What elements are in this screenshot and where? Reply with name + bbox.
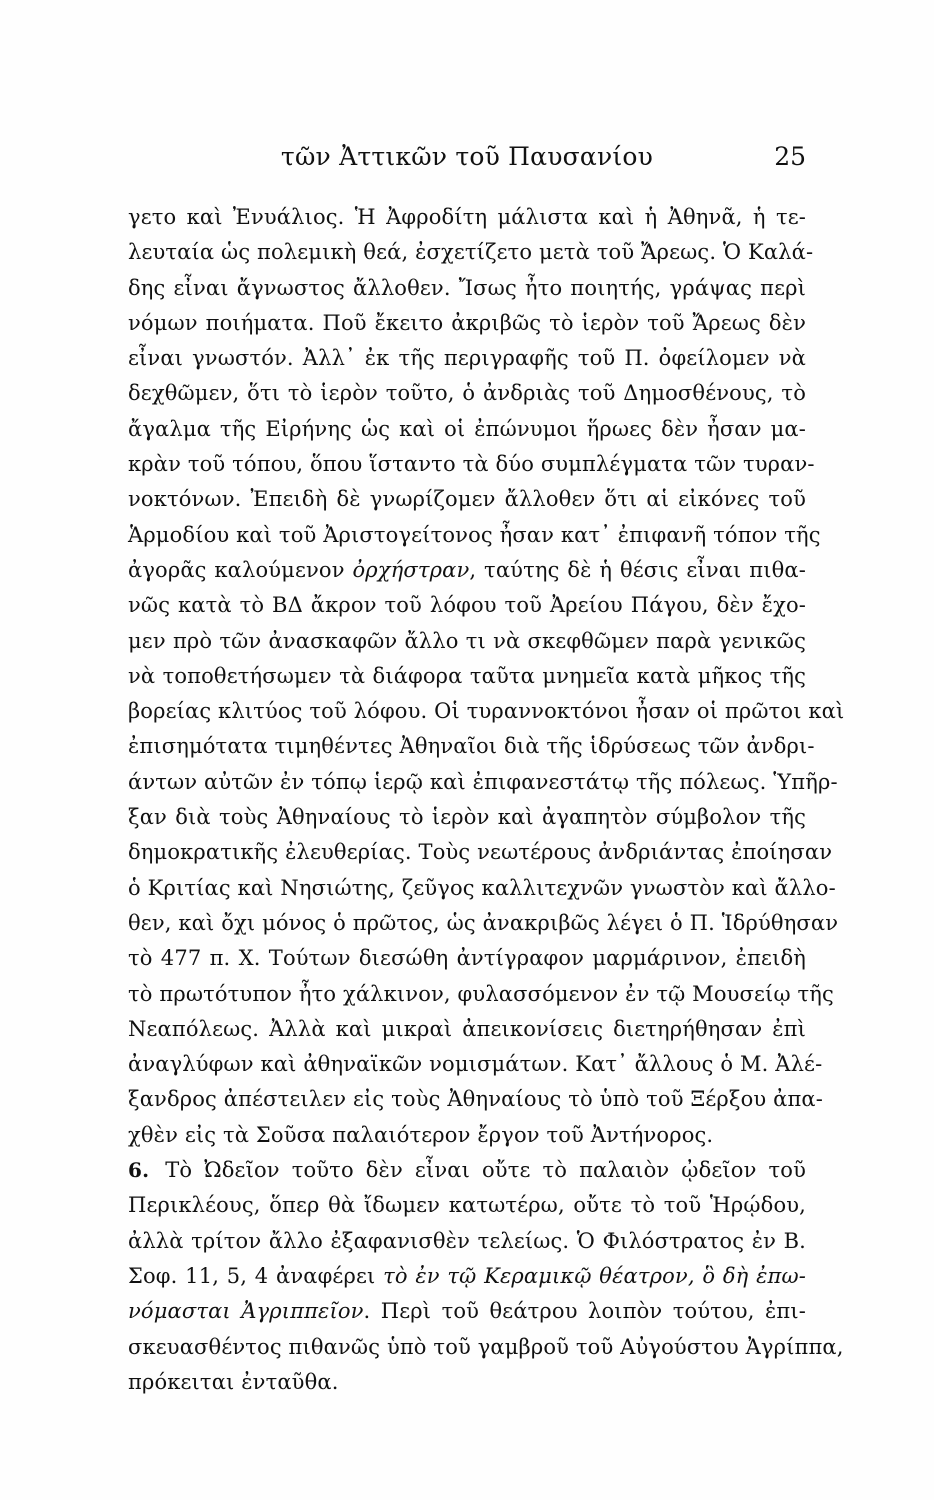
text-line: ἐπισημότατα τιμηθέντες Ἀθηναῖοι διὰ τῆς ἱδρύσεως τῶν ἀνδρι- bbox=[128, 734, 815, 759]
text-line: ἀναγλύφων καὶ ἀθηναϊκῶν νομισμάτων. Κατ᾽ ἄλλους ὁ Μ. Ἀλέ- bbox=[128, 1052, 823, 1077]
text-line: χθὲν εἰς τὰ Σοῦσα παλαιότερον ἔργον τοῦ Ἀντήνορος. bbox=[128, 1122, 714, 1147]
text-line: πρόκειται ἐνταῦθα. bbox=[128, 1369, 339, 1394]
text-line: μεν πρὸ τῶν ἀνασκαφῶν ἄλλο τι νὰ σκεφθῶμεν παρὰ γενικῶς bbox=[128, 628, 806, 653]
text-line: δης εἶναι ἄγνωστος ἄλλοθεν. Ἴσως ἦτο ποιητής, γράψας περὶ bbox=[128, 275, 806, 300]
text-line: νοκτόνων. Ἐπειδὴ δὲ γνωρίζομεν ἄλλοθεν ὅτι αἱ εἰκόνες τοῦ bbox=[128, 487, 806, 512]
text-line: ὁ Κριτίας καὶ Νησιώτης, ζεῦγος καλλιτεχνῶν γνωστὸν καὶ ἄλλο- bbox=[128, 875, 836, 900]
text-line: ξαν διὰ τοὺς Ἀθηναίους τὸ ἱερὸν καὶ ἀγαπητὸν σύμβολον τῆς bbox=[128, 805, 806, 830]
text-segment: . Περὶ τοῦ θεάτρου λοιπὸν τούτου, ἐπι- bbox=[363, 1299, 806, 1324]
text-line: Νεαπόλεως. Ἀλλὰ καὶ μικραὶ ἀπεικονίσεις διετηρήθησαν ἐπὶ bbox=[128, 1016, 806, 1041]
text-line: ξανδρος ἀπέστειλεν εἰς τοὺς Ἀθηναίους τὸ ὑπὸ τοῦ Ξέρξου ἀπα- bbox=[128, 1087, 824, 1112]
text-line: τὸ πρωτότυπον ἦτο χάλκινον, φυλασσόμενον ἐν τῷ Μουσείῳ τῆς bbox=[128, 981, 834, 1006]
text-line: θεν, καὶ ὄχι μόνος ὁ πρῶτος, ὡς ἀνακριβῶς λέγει ὁ Π. Ἱδρύθησαν bbox=[128, 910, 839, 935]
text-line: νόμων ποιήματα. Ποῦ ἔκειτο ἀκριβῶς τὸ ἱερὸν τοῦ Ἄρεως δὲν bbox=[128, 310, 806, 335]
text-line: βορείας κλιτύος τοῦ λόφου. Οἱ τυραννοκτόνοι ἦσαν οἱ πρῶτοι καὶ bbox=[128, 699, 845, 724]
text-segment: Σοφ. 11, 5, 4 ἀναφέρει bbox=[128, 1263, 384, 1288]
text-line: ἄγαλμα τῆς Εἰρήνης ὡς καὶ οἱ ἐπώνυμοι ἥρωες δὲν ἦσαν μα- bbox=[128, 416, 806, 441]
text-line bbox=[128, 1294, 806, 1329]
text-segment: ἀγορᾶς καλούμενον bbox=[128, 557, 353, 582]
text-line: δεχθῶμεν, ὅτι τὸ ἱερὸν τοῦτο, ὁ ἀνδριὰς τοῦ Δημοσθένους, τὸ bbox=[128, 381, 806, 406]
text-line: λευταία ὡς πολεμικὴ θεά, ἐσχετίζετο μετὰ τοῦ Ἄρεως. Ὁ Καλά- bbox=[128, 240, 814, 265]
text-segment: , ταύτης δὲ ἡ θέσις εἶναι πιθα- bbox=[469, 557, 806, 582]
italic-quote: νόμασται Ἀγριππεῖον bbox=[128, 1299, 364, 1324]
running-head: τῶν Ἀττικῶν τοῦ Παυσανίου bbox=[280, 142, 654, 171]
body-text bbox=[128, 200, 845, 1400]
section-number: 6. bbox=[128, 1158, 150, 1183]
text-line: κρὰν τοῦ τόπου, ὅπου ἵσταντο τὰ δύο συμπλέγματα τῶν τυραν- bbox=[128, 452, 815, 477]
page-number: 25 bbox=[774, 142, 806, 171]
text-line: τὸ 477 π. Χ. Τούτων διεσώθη ἀντίγραφον μαρμάρινον, ἐπειδὴ bbox=[128, 946, 806, 971]
italic-word: ὀρχήστραν bbox=[352, 557, 470, 582]
text-line: άντων αὐτῶν ἐν τόπῳ ἱερῷ καὶ ἐπιφανεστάτῳ τῆς πόλεως. Ὑπῆρ- bbox=[128, 769, 838, 794]
text-line: Περικλέους, ὅπερ θὰ ἴδωμεν κατωτέρω, οὔτε τὸ τοῦ Ἡρῴδου, bbox=[128, 1193, 806, 1218]
text-segment: Τὸ Ὠδεῖον τοῦτο δὲν εἶναι οὔτε τὸ παλαιὸν ᾠδεῖον τοῦ bbox=[153, 1158, 806, 1183]
text-line: νὰ τοποθετήσωμεν τὰ διάφορα ταῦτα μνημεῖα κατὰ μῆκος τῆς bbox=[128, 663, 806, 688]
text-line: νῶς κατὰ τὸ ΒΔ ἄκρον τοῦ λόφου τοῦ Ἀρείου Πάγου, δὲν ἔχο- bbox=[128, 593, 806, 618]
text-line: δημοκρατικῆς ἐλευθερίας. Τοὺς νεωτέρους ἀνδριάντας ἐποίησαν bbox=[128, 840, 833, 865]
text-line: ἀλλὰ τρίτον ἄλλο ἐξαφανισθὲν τελείως. Ὁ Φιλόστρατος ἐν Β. bbox=[128, 1228, 806, 1253]
text-line bbox=[128, 553, 806, 588]
italic-quote: τὸ ἐν τῷ Κεραμικῷ θέατρον, ὃ δὴ ἐπω- bbox=[383, 1263, 806, 1288]
text-line: γετο καὶ Ἐνυάλιος. Ἡ Ἀφροδίτη μάλιστα καὶ ἡ Ἀθηνᾶ, ἡ τε- bbox=[128, 205, 806, 229]
section-6-first-line bbox=[128, 1153, 806, 1188]
text-line: Ἁρμοδίου καὶ τοῦ Ἀριστογείτονος ἦσαν κατ᾽ ἐπιφανῆ τόπον τῆς bbox=[128, 522, 821, 547]
text-line: εἶναι γνωστόν. Ἀλλ᾽ ἐκ τῆς περιγραφῆς τοῦ Π. ὀφείλομεν νὰ bbox=[128, 346, 806, 371]
page-header bbox=[128, 142, 806, 182]
text-line: σκευασθέντος πιθανῶς ὑπὸ τοῦ γαμβροῦ τοῦ Αὐγούστου Ἀγρίππα, bbox=[128, 1334, 844, 1359]
text-line bbox=[128, 1259, 806, 1294]
